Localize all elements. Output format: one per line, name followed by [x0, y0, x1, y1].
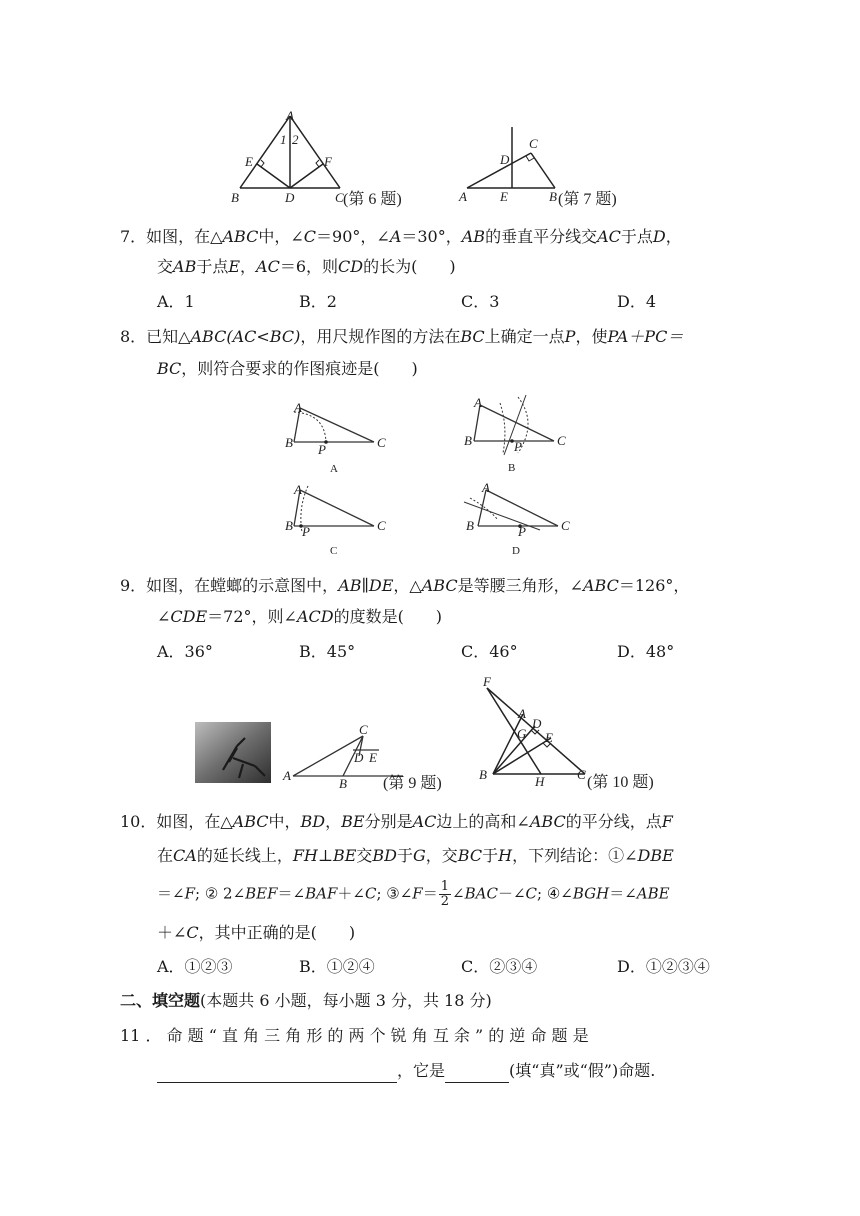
fig7-label-c: C — [529, 136, 538, 151]
fig9-caption: (第 9 题) — [383, 775, 442, 792]
q11-blank-1[interactable] — [157, 1060, 397, 1083]
svg-text:A: A — [294, 400, 302, 415]
text: BE — [332, 846, 357, 865]
fig6-label-1: 1 — [280, 132, 287, 147]
text: ，△ — [393, 576, 422, 595]
text: ABC — [583, 576, 619, 595]
text: 9．如图，在螳螂的示意图中， — [120, 576, 339, 595]
text: －∠ — [497, 884, 526, 903]
text: BD — [372, 846, 397, 865]
fig7-label-b: B — [549, 189, 557, 204]
text: BC — [460, 327, 485, 346]
figure-10 — [475, 672, 675, 794]
text: ，它是 — [397, 1061, 446, 1080]
fig10-label-d: D — [532, 716, 542, 731]
text: 的延长线上， — [196, 846, 293, 865]
q7-option-d[interactable]: D．4 — [617, 292, 657, 311]
fig6-label-b: B — [231, 190, 239, 205]
text: 中， — [268, 812, 301, 831]
q8-fig-a-label: A — [330, 463, 338, 475]
text: BC — [457, 846, 483, 865]
svg-text:B: B — [285, 518, 293, 533]
text: ＝6，则 — [279, 257, 339, 276]
text: ＝126°， — [618, 576, 690, 595]
text: F — [412, 884, 423, 903]
text: 的平分线，点 — [565, 812, 662, 831]
fig6-label-a: A — [286, 108, 294, 123]
text: F — [661, 812, 673, 831]
text: C — [186, 923, 199, 942]
numerator: 1 — [440, 879, 450, 894]
fig10-label-e: E — [545, 730, 553, 745]
text: 的长为( ) — [363, 257, 456, 276]
text: 8．已知△ — [120, 327, 191, 346]
q8-fig-c-label: C — [330, 545, 338, 557]
svg-text:C: C — [377, 518, 386, 533]
q10-line-2 — [157, 845, 674, 867]
fig9-label-e: E — [369, 750, 377, 765]
q7-line-2 — [157, 256, 456, 278]
text: BD — [300, 812, 326, 831]
text: ABE — [636, 884, 670, 903]
text: ， — [325, 812, 342, 831]
text: F — [184, 884, 195, 903]
text: G — [413, 846, 426, 865]
figure-9 — [193, 718, 453, 798]
fig6-label-d: D — [285, 190, 295, 205]
q8-fig-d-label: D — [512, 545, 520, 557]
text: DBE — [637, 846, 674, 865]
q8-line-1 — [120, 326, 683, 348]
q9-option-d[interactable]: D．48° — [617, 642, 675, 661]
text: 在 — [157, 846, 174, 865]
text: ⊥ — [317, 846, 333, 865]
text: 分别是 — [364, 812, 413, 831]
fig9-label-a: A — [283, 768, 291, 783]
text: AC — [412, 812, 437, 831]
svg-text:P: P — [318, 442, 326, 457]
text: ，则符合要求的作图痕迹是( ) — [181, 359, 418, 378]
svg-text:P: P — [518, 524, 526, 539]
text: 中，∠ — [258, 227, 304, 246]
svg-text:C: C — [557, 433, 566, 448]
text: ABC — [232, 812, 269, 831]
fig10-label-c: C — [577, 767, 586, 782]
text: PA＋PC＝ — [607, 327, 684, 346]
fig7-label-d: D — [500, 152, 510, 167]
text: C — [364, 884, 377, 903]
svg-text:B: B — [285, 435, 293, 450]
text: 于 — [396, 846, 413, 865]
svg-text:A: A — [474, 395, 482, 410]
text: C — [525, 884, 537, 903]
text: ＝30°， — [401, 227, 462, 246]
q7-line-1 — [120, 226, 682, 248]
svg-text:A: A — [482, 480, 490, 495]
q10-line-4 — [157, 922, 355, 944]
figure-7 — [455, 125, 655, 210]
text: ; ④∠ — [537, 884, 573, 903]
text: ABC — [421, 576, 458, 595]
text: BC — [157, 359, 182, 378]
text: ， — [240, 257, 257, 276]
text: ; ② 2∠ — [195, 884, 246, 903]
text: ，交 — [425, 846, 458, 865]
text: 上确定一点 — [484, 327, 565, 346]
q8-figure-a[interactable] — [280, 400, 390, 475]
text: AC — [256, 257, 280, 276]
svg-text:C: C — [377, 435, 386, 450]
text: AB — [173, 257, 197, 276]
fig6-label-f: F — [324, 154, 332, 169]
text: C — [303, 227, 317, 246]
text: CDE — [170, 607, 208, 626]
q10-line-1 — [120, 811, 673, 833]
fig10-label-f: F — [483, 674, 491, 689]
fig9-label-c: C — [359, 722, 368, 737]
fig9-label-d: D — [354, 750, 364, 765]
fig7-label-e: E — [500, 189, 508, 204]
text: CD — [338, 257, 364, 276]
fig6-caption: (第 6 题) — [343, 191, 402, 208]
text: ABC — [529, 812, 566, 831]
q9-line-1 — [120, 575, 689, 597]
q11-blank-2[interactable] — [445, 1060, 509, 1083]
text: ，下列结论：①∠ — [512, 846, 638, 865]
text: 交 — [157, 257, 174, 276]
text: P — [564, 327, 576, 346]
text: A — [389, 227, 402, 246]
fig10-label-h: H — [535, 774, 545, 789]
q8-figure-c[interactable] — [280, 480, 390, 558]
text: ＝72°，则∠ — [207, 607, 297, 626]
text: 于点 — [196, 257, 229, 276]
q10-option-d[interactable]: D．①②③④ — [617, 957, 710, 976]
svg-text:P: P — [302, 524, 310, 539]
text: AB — [461, 227, 486, 246]
text: BAC — [464, 884, 498, 903]
text: ABC — [222, 227, 259, 246]
q7-option-a[interactable]: A．1 — [157, 292, 195, 311]
text: BEF — [245, 884, 278, 903]
text: BE — [341, 812, 365, 831]
fig7-caption: (第 7 题) — [558, 191, 617, 208]
text: D — [652, 227, 666, 246]
q9-line-2 — [157, 606, 442, 628]
svg-text:A: A — [294, 482, 302, 497]
text: BGH — [572, 884, 610, 903]
denominator: 2 — [440, 894, 450, 909]
figure-6 — [225, 108, 425, 208]
text: 7．如图，在△ — [120, 227, 223, 246]
q11-line-2 — [157, 1060, 655, 1083]
fraction-one-half — [439, 880, 451, 909]
fig7-label-a: A — [459, 189, 467, 204]
text: 10．如图，在△ — [120, 812, 233, 831]
svg-text:C: C — [561, 518, 570, 533]
q10-option-a[interactable]: A．①②③ — [157, 957, 233, 976]
text: BAF — [305, 884, 338, 903]
q8-figure-d[interactable] — [458, 480, 573, 558]
fig6-label-e: E — [245, 154, 253, 169]
q10-option-c[interactable]: C．②③④ — [461, 957, 538, 976]
text: 交 — [356, 846, 373, 865]
text: ＝90°，∠ — [316, 227, 390, 246]
text: ; ③∠ — [376, 884, 413, 903]
fig6-label-c: C — [335, 190, 344, 205]
q8-figure-b[interactable] — [458, 393, 573, 475]
text: 于点 — [620, 227, 653, 246]
text: ∠ — [452, 884, 465, 903]
text: ，用尺规作图的方法在 — [300, 327, 461, 346]
q7-option-c[interactable]: C．3 — [461, 292, 500, 311]
text: ＝ — [422, 884, 438, 903]
svg-text:B: B — [466, 518, 474, 533]
q8-line-2 — [157, 358, 418, 380]
text: CA — [173, 846, 197, 865]
q7-option-b[interactable]: B．2 — [299, 292, 337, 311]
q10-line-3 — [157, 880, 670, 909]
text: ＝∠ — [609, 884, 637, 903]
text: AC — [597, 227, 621, 246]
text: 边上的高和∠ — [436, 812, 530, 831]
q11-line-1: 11 ． 命 题 “ 直 角 三 角 形 的 两 个 锐 角 互 余 ” 的 逆 命 题 是 — [120, 1026, 589, 1045]
q8-fig-b-label: B — [508, 462, 516, 474]
text: ＋∠ — [337, 884, 365, 903]
text: ，使 — [575, 327, 608, 346]
fig6-label-2: 2 — [292, 132, 299, 147]
q9-option-b[interactable]: B．45° — [299, 642, 356, 661]
text: ＋∠ — [157, 923, 187, 942]
text: H — [498, 846, 513, 865]
text: ＝∠ — [277, 884, 306, 903]
q10-option-b[interactable]: B．①②④ — [299, 957, 375, 976]
fig10-label-a: A — [518, 706, 526, 721]
q9-option-a[interactable]: A．36° — [157, 642, 213, 661]
text: 的垂直平分线交 — [485, 227, 598, 246]
text: AB∥DE — [338, 576, 394, 595]
section-2-heading — [120, 990, 492, 1012]
section-note: (本题共 6 小题，每小题 3 分，共 18 分) — [200, 991, 492, 1010]
fig9-label-b: B — [339, 776, 347, 791]
text: FH — [292, 846, 318, 865]
text: ABC — [190, 327, 227, 346]
fig10-label-g: G — [517, 726, 527, 741]
text: ＝∠ — [157, 884, 185, 903]
text: (AC<BC) — [226, 327, 301, 346]
fig10-label-b: B — [479, 767, 487, 782]
text: 的度数是( ) — [333, 607, 443, 626]
text: E — [228, 257, 241, 276]
text: 于 — [482, 846, 499, 865]
svg-text:B: B — [464, 433, 472, 448]
fig10-caption: (第 10 题) — [587, 774, 654, 791]
text: ，其中正确的是( ) — [198, 923, 356, 942]
text: ACD — [296, 607, 334, 626]
text: (填“真”或“假”)命题. — [509, 1061, 656, 1080]
section-title: 二、填空题 — [120, 991, 201, 1010]
text: ∠ — [157, 607, 171, 626]
q9-option-c[interactable]: C．46° — [461, 642, 518, 661]
text: ， — [665, 227, 682, 246]
svg-text:P: P — [514, 439, 522, 454]
text: 是等腰三角形，∠ — [457, 576, 583, 595]
